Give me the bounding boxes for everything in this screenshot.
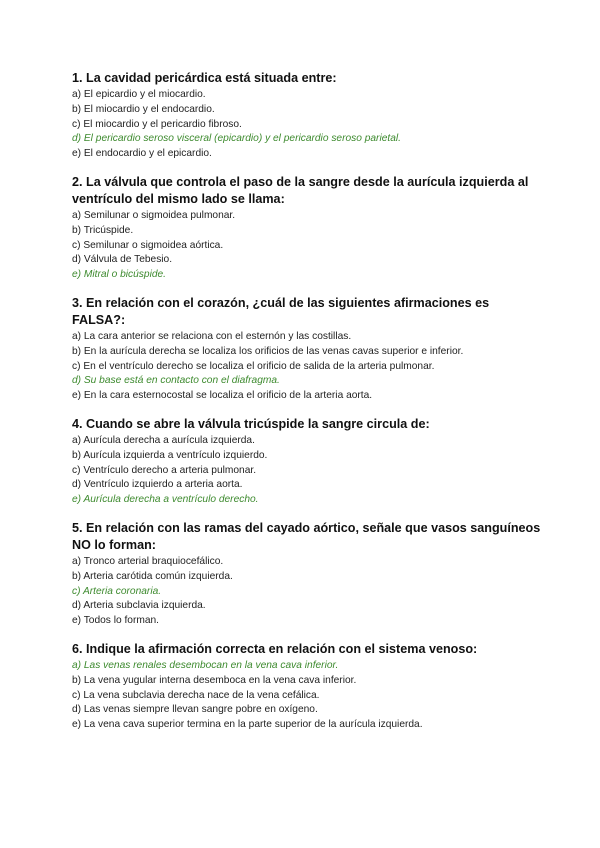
- answer-option: a) El epicardio y el miocardio.: [72, 89, 206, 100]
- question-title: 5. En relación con las ramas del cayado aórtico, señale que vasos sanguíneos NO lo forman:: [72, 520, 541, 552]
- correct-answer-option: a) Las venas renales desembocan en la vena cava inferior.: [72, 659, 339, 671]
- quiz-document: [72, 70, 542, 745]
- question-5: [72, 520, 542, 629]
- answer-option: e) Todos lo forman.: [72, 615, 160, 627]
- answer-option: e) El endocardio y el epicardio.: [72, 148, 212, 160]
- question-title: 6. Indique la afirmación correcta en relación con el sistema venoso:: [72, 641, 478, 656]
- answer-option: b) Aurícula izquierda a ventrículo izquierdo.: [72, 449, 268, 461]
- correct-answer-option: e) Aurícula derecha a ventrículo derecho.: [72, 494, 259, 506]
- question-1: [72, 70, 542, 162]
- answer-option: d) Las venas siempre llevan sangre pobre en oxígeno.: [72, 704, 318, 716]
- answer-option: b) Tricúspide.: [72, 224, 134, 236]
- answer-option: c) El miocardio y el pericardio fibroso.: [72, 118, 242, 130]
- answer-option: e) En la cara esternocostal se localiza el orificio de la arteria aorta.: [72, 390, 373, 402]
- answer-option: b) El miocardio y el endocardio.: [72, 103, 215, 115]
- correct-answer-option: c) Arteria coronaria.: [72, 585, 162, 597]
- question-title: 2. La válvula que controla el paso de la sangre desde la aurícula izquierda al ventrículo del mismo lado se llama:: [72, 174, 529, 206]
- answer-option: a) Aurícula derecha a aurícula izquierda.: [72, 434, 255, 446]
- answer-option: b) Arteria carótida común izquierda.: [72, 570, 233, 582]
- question-title: 4. Cuando se abre la válvula tricúspide la sangre circula de:: [72, 416, 430, 431]
- question-3: [72, 295, 542, 404]
- answer-option: c) Ventrículo derecho a arteria pulmonar.: [72, 464, 257, 476]
- question-title: 3. En relación con el corazón, ¿cuál de las siguientes afirmaciones es FALSA?:: [72, 295, 490, 327]
- correct-answer-option: d) Su base está en contacto con el diafragma.: [72, 375, 280, 387]
- question-title: 1. La cavidad pericárdica está situada entre:: [72, 71, 337, 85]
- question-2: [72, 174, 542, 283]
- answer-option: b) En la aurícula derecha se localiza los orificios de las venas cavas superior e inferior.: [72, 345, 464, 357]
- answer-option: d) Válvula de Tebesio.: [72, 254, 173, 266]
- question-4: [72, 416, 542, 508]
- question-6: [72, 641, 542, 733]
- answer-option: c) La vena subclavia derecha nace de la vena cefálica.: [72, 689, 320, 701]
- correct-answer-option: e) Mitral o bicúspide.: [72, 269, 166, 281]
- answer-option: d) Arteria subclavia izquierda.: [72, 600, 206, 612]
- answer-option: a) Semilunar o sigmoidea pulmonar.: [72, 209, 236, 221]
- answer-option: a) La cara anterior se relaciona con el esternón y las costillas.: [72, 330, 352, 342]
- answer-option: b) La vena yugular interna desemboca en la vena cava inferior.: [72, 674, 357, 686]
- correct-answer-option: d) El pericardio seroso visceral (epicardio) y el pericardio seroso parietal.: [72, 133, 401, 145]
- answer-option: c) Semilunar o sigmoidea aórtica.: [72, 239, 224, 251]
- answer-option: c) En el ventrículo derecho se localiza el orificio de salida de la arteria pulmonar.: [72, 360, 435, 372]
- answer-option: a) Tronco arterial braquiocefálico.: [72, 555, 224, 567]
- answer-option: e) La vena cava superior termina en la parte superior de la aurícula izquierda.: [72, 719, 423, 731]
- answer-option: d) Ventrículo izquierdo a arteria aorta.: [72, 479, 243, 491]
